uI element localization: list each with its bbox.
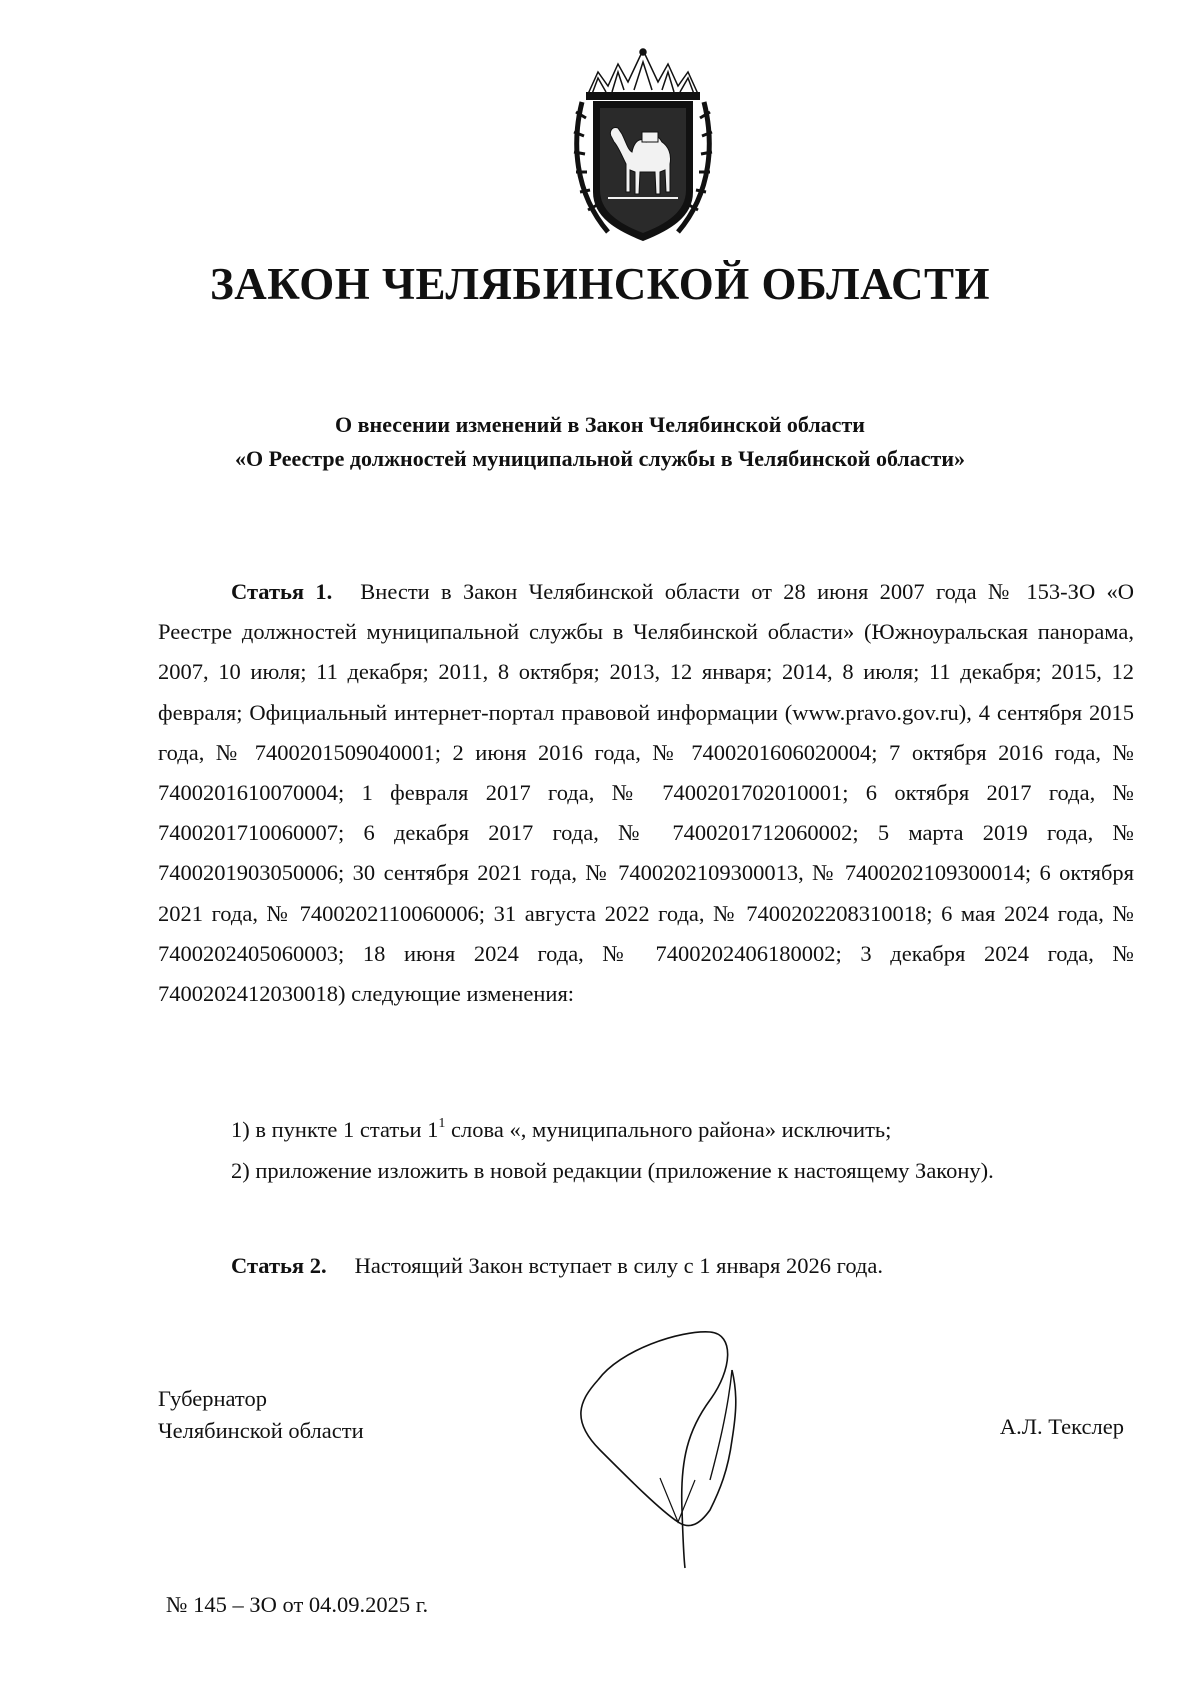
article-2-label: Статья 2. xyxy=(231,1253,327,1278)
article-2-text: Настоящий Закон вступает в силу с 1 января 2026 года. xyxy=(354,1253,883,1278)
article-1-text: Внести в Закон Челябинской области от 28 июня 2007 года № 153-ЗО «О Реестре должностей муниципальной службы в Челябинской области» (Южноуральская панорама, 2007, 10 июля; 11 декабря; 2011, 8 октября; 2013, 12 января; 2014, 8 июля; 11 декабря; 2015, 12 февраля; Официальный интернет-портал правовой информации (www.pravo.gov.ru), 4 сентября 2015 года, № 7400201509040001; 2 июня 2016 года, № 7400201606020004; 7 октября 2016 года, № 7400201610070004; 1 февраля 2017 года, № 7400201702010001; 6 октября 2017 года, № 7400201710060007; 6 декабря 2017 года, № 7400201712060002; 5 марта 2019 года, № 7400201903050006; 30 сентября 2021 года, № 7400202109300013, № 7400202109300014; 6 октября 2021 года, № 7400202110060006; 31 августа 2022 года, № 7400202208310018; 6 мая 2024 года, № 7400202405060003; 18 июня 2024 года, № 7400202406180002; 3 декабря 2024 года, № 7400202412030018) следующие изменения: xyxy=(158,579,1135,1007)
coat-of-arms-emblem xyxy=(568,42,718,247)
superscript: 1 xyxy=(438,1116,446,1131)
signatory-position: Губернатор Челябинской области xyxy=(158,1386,364,1443)
subtitle-line-1: О внесении изменений в Закон Челябинской области xyxy=(335,412,865,437)
article-1-item-2: 2) приложение изложить в новой редакции (приложение к настоящему Закону). xyxy=(231,1158,994,1183)
signature-image xyxy=(560,1310,770,1570)
article-1-item-1: 1) в пункте 1 статьи $1^1$ слова «, муниципального района» исключить; xyxy=(231,1116,892,1142)
document-title: ЗАКОН ЧЕЛЯБИНСКОЙ ОБЛАСТИ xyxy=(210,259,990,309)
subtitle-line-2: «О Реестре должностей муниципальной службы в Челябинской области» xyxy=(234,446,966,471)
law-number-date: № 145 – ЗО от 04.09.2025 г. xyxy=(166,1592,429,1617)
signatory-name: А.Л. Текслер xyxy=(999,1414,1124,1439)
article-1-paragraph xyxy=(158,572,1134,1014)
article-2-paragraph xyxy=(231,1253,1151,1279)
article-1-label: Статья 1. xyxy=(231,579,333,604)
document-subtitle xyxy=(0,408,1200,476)
